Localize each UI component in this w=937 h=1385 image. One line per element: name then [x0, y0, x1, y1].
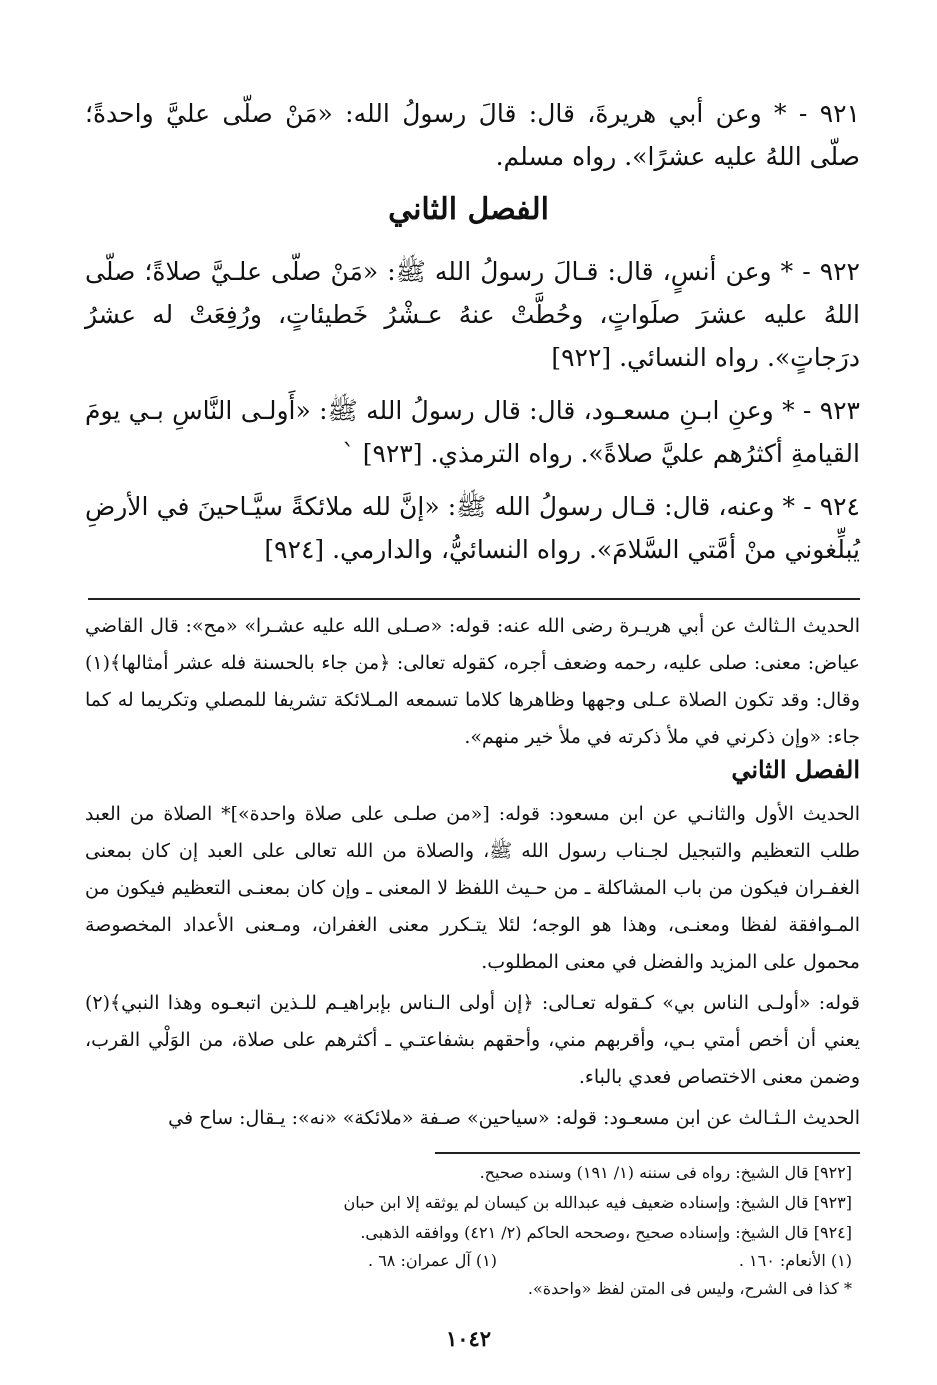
hadith-group [85, 250, 860, 571]
page-number: ١٠٤٢ [445, 1326, 492, 1351]
commentary-paragraph: الحديث الـثالث عن أبي هريـرة رضى الله عنه: قوله: «صـلى الله عليه عشـرا» «مح»: قال القاضي عياض: معنى: صلى عليه، رحمه وضعف أجره، كقوله تعالى: ﴿من جاء بالحسنة فله عشر أمثالها﴾(١) وقال: وقد تكون الصلاة عـلى وجهها وظاهرها كلاما تسمعه المـلائكة تشريفا للمصلي وتكريما له كما جاء: «وإن ذكرني في ملأ ذكرته في ملأ خير منهم». [85, 615, 860, 748]
commentary-heading: الفصل الثاني [731, 755, 860, 784]
footnote-ref-1: (١) الأنعام: ١٦٠ . [738, 1251, 852, 1270]
footnote-ref-2: (١) آل عمران: ٦٨ . [368, 1251, 497, 1270]
hadith-923: ٩٢٣ - * وعنِ ابـنِ مسعـود، قال: قال رسولُ الله ﷺ: «أَولـى النَّاسِ بـي يومَ القيامةِ أكثرُهم عليَّ صلاةً». رواه الترمذي. [٩٢٣] ` [85, 396, 860, 468]
footnote-923: [٩٢٣] قال الشيخ: وإسناده ضعيف فيه عبدالله بن كيسان لم يوثقه إلا ابن حبان [343, 1193, 852, 1212]
footnote-924: [٩٢٤] قال الشيخ: وإسناده صحيح ،وصححه الحاكم (٢/ ٤٢١) ووافقه الذهبى. [360, 1223, 852, 1242]
commentary-paragraph: الحديث الـثـالث عن ابن مسعـود: قوله: «سياحين» صـفة «ملائكة» «نه»: يـقال: ساح في [168, 1107, 860, 1129]
commentary-paragraph: قوله: «أولـى الناس بي» كـقوله تعـالى: ﴿إن أولى الـناس بإبراهيـم للـذين اتبعـوه وهذا النبي﴾(٢) يعني أن أخص أمتي بـي، وأقربهم مني، وأحقهم بشفاعتـي ـ أكثرهم على صلاة، من الوَلْي القرب، وضمن معنى الاختصاص فعدي بالباء. [85, 992, 860, 1088]
commentary-paragraph: الحديث الأول والثانـي عن ابن مسعود: قوله: [«من صلـى على صلاة واحدة»]* الصلاة من العبد طلب التعظيم والتبجيل لجـناب رسول الله ﷺ، والصلاة من الله تعالى على العبد إن كان بمعنى الغفـران فيكون من باب المشاكلة ـ من حـيث اللفظ لا المعنى ـ وإن كان بمعنـى التعظيم فيكون من المـوافقة لفظا ومعنـى، وهذا هو الوجه؛ لئلا يتـكرر معنى الغفران، ومـعنى الأعداد المخصوصة محمول على المزيد والفضل في معنى المطلوب. [85, 803, 860, 973]
hadith-921 [85, 92, 860, 178]
footnote-note: * كذا فى الشرح، وليس فى المتن لفظ «واحدة». [527, 1279, 852, 1298]
hadith-924: ٩٢٤ - * وعنه، قال: قـال رسولُ الله ﷺ: «إنَّ لله ملائكةً سيَّـاحينَ في الأرضِ يُبلِّغوني منْ أمَّتي السَّلامَ». رواه النسائيُّ، والدارمي. [٩٢٤] [85, 492, 860, 564]
hadith-922: ٩٢٢ - * وعن أنسٍ، قال: قـالَ رسولُ الله ﷺ: «مَنْ صلّى علـيَّ صلاةً؛ صلّى اللهُ عليه عشرَ صلَواتٍ، وحُطَّتْ عنهُ عـشْرُ خَطيئاتٍ، ورُفِعَتْ له عشرُ درَجاتٍ». رواه النسائي. [٩٢٢] [85, 257, 860, 372]
footnote-rule [435, 1152, 860, 1154]
section-title: الفصل الثاني [388, 192, 549, 227]
hadith-text: ٩٢١ - * وعن أبي هريرةَ، قال: قالَ رسولُ الله: «مَنْ صلّى عليَّ واحدةً؛ صلّى اللهُ عليه عشرًا». رواه مسلم. [85, 99, 860, 171]
footnote-922: [٩٢٢] قال الشيخ: رواه فى سننه (١/ ١٩١) وسنده صحيح. [479, 1163, 852, 1182]
commentary-part1 [85, 608, 860, 756]
commentary-part2 [85, 796, 860, 1137]
divider-rule [88, 598, 860, 600]
